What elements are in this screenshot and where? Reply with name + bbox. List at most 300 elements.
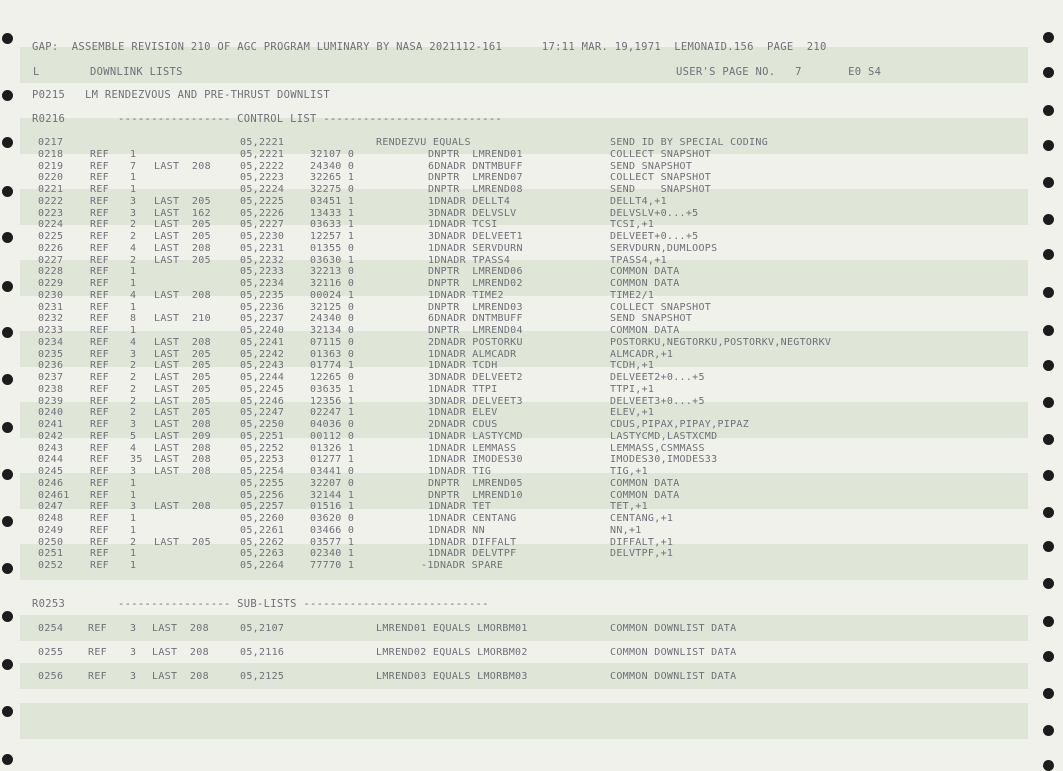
cell-g: DNPTR LMREND06	[428, 266, 523, 278]
cell-f: 03441 0	[310, 466, 355, 477]
feed-hole	[1043, 397, 1054, 408]
cell-d: LAST 162	[154, 207, 211, 219]
cell-h: TET,+1	[610, 501, 648, 513]
cell-f: 77770 1	[310, 560, 355, 571]
cell-d: LAST 208	[154, 442, 211, 454]
cell-f: 12265 0	[310, 372, 355, 383]
cell-c: 3	[130, 207, 137, 219]
cell-g: 3DNADR DELVEET2	[428, 372, 523, 383]
feed-hole	[2, 232, 13, 243]
cell-e: 05,2234	[240, 278, 285, 289]
cell-h: ELEV,+1	[610, 407, 655, 419]
cell-c: 2	[130, 372, 137, 383]
cell-g: 1DNADR IMODES30	[428, 454, 523, 466]
feed-hole	[2, 754, 13, 765]
cell-c: 1	[130, 548, 137, 560]
cell-f: 01516 1	[310, 501, 355, 513]
cell-b: REF	[90, 536, 109, 548]
cell-b: REF	[90, 419, 109, 430]
feed-hole	[1043, 105, 1054, 116]
cell-c: 2	[130, 395, 137, 407]
cell-b: REF	[90, 407, 109, 419]
cell-f: 03633 1	[310, 219, 355, 231]
cell-h: COMMON DATA	[610, 266, 680, 278]
cell-c: 3	[130, 466, 137, 477]
paper-band	[20, 703, 1028, 739]
cell-h: COMMON DOWNLIST DATA	[610, 623, 737, 634]
cell-g: 1DNADR SERVDURN	[428, 242, 523, 254]
cell-a: 0240	[38, 407, 64, 419]
cell-h: SEND ID BY SPECIAL CODING	[610, 137, 769, 148]
cell-h: NN,+1	[610, 524, 642, 536]
cell-g: DNPTR LMREND10	[428, 489, 523, 501]
cell-c: 35	[130, 454, 143, 466]
cell-b: REF	[90, 442, 109, 454]
cell-d: LAST 208	[152, 671, 209, 682]
cell-h: SEND SNAPSHOT	[610, 160, 693, 172]
cell-e: 05,2245	[240, 383, 285, 395]
cell-e: 05,2254	[240, 466, 285, 477]
cell-b: REF	[90, 278, 109, 289]
cell-a: 0254	[38, 623, 64, 634]
cell-f: 32116 0	[310, 278, 355, 289]
cell-h: SEND SNAPSHOT	[610, 313, 693, 325]
feed-hole	[2, 563, 13, 574]
cell-c: 1	[130, 477, 137, 489]
p0215-line: P0215 LM RENDEZVOUS AND PRE-THRUST DOWNLIST	[32, 89, 330, 101]
cell-h: COLLECT SNAPSHOT	[610, 172, 712, 184]
feed-hole	[1043, 214, 1054, 225]
cell-d: LAST 208	[154, 242, 211, 254]
cell-b: REF	[90, 430, 109, 442]
cell-h: COMMON DATA	[610, 477, 680, 489]
cell-h: CDUS,PIPAX,PIPAY,PIPAZ	[610, 419, 750, 430]
cell-h: COMMON DATA	[610, 325, 680, 336]
cell-a: 0227	[38, 254, 64, 266]
cell-g: 1DNADR ALMCADR	[428, 348, 517, 360]
feed-hole	[1043, 541, 1054, 552]
cell-c: 4	[130, 242, 137, 254]
cell-b: REF	[90, 172, 109, 184]
cell-h: SEND SNAPSHOT	[610, 184, 712, 195]
cell-d: LAST 208	[154, 466, 211, 477]
cell-b: REF	[90, 231, 109, 242]
cell-b: REF	[90, 219, 109, 231]
cell-f: 03635 1	[310, 383, 355, 395]
cell-a: 0252	[38, 560, 64, 571]
cell-a: 0246	[38, 477, 64, 489]
cell-e: 05,2125	[240, 671, 285, 682]
cell-b: REF	[90, 383, 109, 395]
feed-hole	[1043, 470, 1054, 481]
cell-a: 0224	[38, 219, 64, 231]
cell-d: LAST 205	[154, 407, 211, 419]
cell-g: 1DNADR TIME2	[428, 289, 504, 301]
cell-c: 4	[130, 289, 137, 301]
cell-g: 1DNADR TIG	[428, 466, 492, 477]
cell-c: 8	[130, 313, 137, 325]
cell-e: 05,2255	[240, 477, 285, 489]
cell-b: REF	[90, 360, 109, 372]
cell-a: 0217	[38, 137, 64, 148]
feed-hole	[1043, 67, 1054, 78]
cell-e: 05,2256	[240, 489, 285, 501]
cell-g: DNPTR LMREND03	[428, 301, 523, 313]
cell-b: REF	[90, 336, 109, 348]
cell-h: CENTANG,+1	[610, 513, 674, 524]
feed-hole	[1043, 140, 1054, 151]
cell-h: POSTORKU,NEGTORKU,POSTORKV,NEGTORKV	[610, 336, 832, 348]
feed-hole	[1043, 434, 1054, 445]
cell-e: 05,2253	[240, 454, 285, 466]
cell-e: 05,2247	[240, 407, 285, 419]
cell-e: 05,2226	[240, 207, 285, 219]
cell-g: 6DNADR DNTMBUFF	[428, 160, 523, 172]
cell-f: 12257 1	[310, 231, 355, 242]
cell-e: 05,2251	[240, 430, 285, 442]
cell-c: 3	[130, 623, 137, 634]
cell-a: 0245	[38, 466, 64, 477]
cell-a: 0243	[38, 442, 64, 454]
cell-h: TIME2/1	[610, 289, 655, 301]
feed-hole	[1043, 325, 1054, 336]
cell-c: 4	[130, 336, 137, 348]
cell-d: LAST 210	[154, 313, 211, 325]
cell-b: REF	[90, 524, 109, 536]
feed-hole	[1043, 688, 1054, 699]
cell-b: REF	[90, 513, 109, 524]
cell-e: 05,2233	[240, 266, 285, 278]
cell-a: 0231	[38, 301, 64, 313]
cell-f: 02340 1	[310, 548, 355, 560]
cell-g: LMREND03 EQUALS LMORBM03	[376, 671, 528, 682]
cell-a: 0228	[38, 266, 64, 278]
cell-e: 05,2252	[240, 442, 285, 454]
cell-g: DNPTR LMREND05	[428, 477, 523, 489]
cell-f: 04036 0	[310, 419, 355, 430]
cell-h: COLLECT SNAPSHOT	[610, 148, 712, 160]
cell-a: 0244	[38, 454, 64, 466]
cell-c: 3	[130, 348, 137, 360]
cell-c: 1	[130, 489, 137, 501]
cell-g: 1DNADR TET	[428, 501, 492, 513]
paper-band	[20, 544, 1028, 580]
cell-h: COMMON DOWNLIST DATA	[610, 671, 737, 682]
cell-g: 3DNADR DELVSLV	[428, 207, 517, 219]
cell-b: REF	[88, 623, 107, 634]
cell-b: REF	[90, 289, 109, 301]
cell-e: 05,2227	[240, 219, 285, 231]
cell-b: REF	[90, 242, 109, 254]
cell-g: 1DNADR CENTANG	[428, 513, 517, 524]
cell-e: 05,2107	[240, 623, 285, 634]
feed-hole	[2, 422, 13, 433]
cell-e: 05,2222	[240, 160, 285, 172]
cell-f: 07115 0	[310, 336, 355, 348]
cell-c: 1	[130, 184, 137, 195]
r0253-label: R0253	[32, 598, 66, 610]
cell-h: COMMON DATA	[610, 278, 680, 289]
cell-b: REF	[90, 266, 109, 278]
cell-c: 2	[130, 219, 137, 231]
cell-a: 0249	[38, 524, 64, 536]
cell-f: 03620 0	[310, 513, 355, 524]
cell-h: TCSI,+1	[610, 219, 655, 231]
cell-h: TTPI,+1	[610, 383, 655, 395]
cell-d: LAST 208	[154, 501, 211, 513]
cell-g: 3DNADR DELVEET1	[428, 231, 523, 242]
cell-a: 0230	[38, 289, 64, 301]
cell-b: REF	[90, 195, 109, 207]
cell-g: 1DNADR NN	[428, 524, 485, 536]
cell-e: 05,2243	[240, 360, 285, 372]
cell-g: DNPTR LMREND01	[428, 148, 523, 160]
cell-e: 05,2221	[240, 137, 285, 148]
feed-hole	[1043, 578, 1054, 589]
cell-h: LASTYCMD,LASTXCMD	[610, 430, 718, 442]
cell-f: 03577 1	[310, 536, 355, 548]
cell-c: 1	[130, 560, 137, 571]
cell-d: LAST 205	[154, 219, 211, 231]
cell-b: REF	[88, 647, 107, 658]
cell-c: 1	[130, 301, 137, 313]
cell-h: LEMMASS,CSMMASS	[610, 442, 705, 454]
cell-b: REF	[88, 671, 107, 682]
cell-g: 1DNADR TTPI	[428, 383, 498, 395]
cell-g: 6DNADR DNTMBUFF	[428, 313, 523, 325]
cell-d: LAST 208	[152, 623, 209, 634]
cell-g: RENDEZVU EQUALS	[376, 137, 471, 148]
cell-a: 0218	[38, 148, 64, 160]
cell-b: REF	[90, 372, 109, 383]
cell-g: -1DNADR SPARE	[421, 560, 504, 571]
cell-d: LAST 205	[154, 372, 211, 383]
cell-g: 3DNADR DELVEET3	[428, 395, 523, 407]
r0216-label: R0216	[32, 113, 66, 125]
cell-e: 05,2250	[240, 419, 285, 430]
cell-a: 0232	[38, 313, 64, 325]
cell-b: REF	[90, 548, 109, 560]
cell-f: 01277 1	[310, 454, 355, 466]
cell-a: 0256	[38, 671, 64, 682]
cell-e: 05,2263	[240, 548, 285, 560]
cell-c: 2	[130, 407, 137, 419]
cell-e: 05,2257	[240, 501, 285, 513]
cell-g: 1DNADR LASTYCMD	[428, 430, 523, 442]
feed-hole	[2, 469, 13, 480]
cell-c: 3	[130, 647, 137, 658]
cell-a: 0255	[38, 647, 64, 658]
feed-hole	[2, 516, 13, 527]
cell-e: 05,2261	[240, 524, 285, 536]
cell-g: 1DNADR TCDH	[428, 360, 498, 372]
cell-a: 0222	[38, 195, 64, 207]
cell-e: 05,2225	[240, 195, 285, 207]
cell-b: REF	[90, 348, 109, 360]
cell-c: 5	[130, 430, 137, 442]
cell-c: 1	[130, 172, 137, 184]
cell-d: LAST 205	[154, 231, 211, 242]
cell-d: LAST 205	[154, 195, 211, 207]
cell-b: REF	[90, 301, 109, 313]
cell-h: IMODES30,IMODES33	[610, 454, 718, 466]
cell-f: 32107 0	[310, 148, 355, 160]
cell-d: LAST 208	[152, 647, 209, 658]
cell-b: REF	[90, 207, 109, 219]
cell-h: TPASS4,+1	[610, 254, 667, 266]
cell-b: REF	[90, 560, 109, 571]
cell-e: 05,2235	[240, 289, 285, 301]
cell-c: 2	[130, 536, 137, 548]
cell-f: 01326 1	[310, 442, 355, 454]
cell-b: REF	[90, 501, 109, 513]
cell-f: 03630 1	[310, 254, 355, 266]
cell-a: 0233	[38, 325, 64, 336]
cell-c: 2	[130, 254, 137, 266]
cell-a: 0234	[38, 336, 64, 348]
cell-a: 0223	[38, 207, 64, 219]
cell-a: 0250	[38, 536, 64, 548]
cell-c: 1	[130, 325, 137, 336]
feed-hole	[1043, 507, 1054, 518]
cell-a: 0235	[38, 348, 64, 360]
cell-d: LAST 208	[154, 160, 211, 172]
cell-c: 1	[130, 513, 137, 524]
cell-e: 05,2231	[240, 242, 285, 254]
cell-g: DNPTR LMREND02	[428, 278, 523, 289]
cell-h: DELVEET2+0...+5	[610, 372, 705, 383]
cell-b: REF	[90, 477, 109, 489]
cell-b: REF	[90, 148, 109, 160]
cell-g: 1DNADR TCSI	[428, 219, 498, 231]
cell-f: 32275 0	[310, 184, 355, 195]
cell-e: 05,2264	[240, 560, 285, 571]
downlink-title: DOWNLINK LISTS	[90, 66, 183, 78]
cell-d: LAST 208	[154, 289, 211, 301]
cell-a: 0220	[38, 172, 64, 184]
feed-hole	[1043, 32, 1054, 43]
cell-b: REF	[90, 184, 109, 195]
cell-g: 1DNADR ELEV	[428, 407, 498, 419]
cell-a: 0238	[38, 383, 64, 395]
cell-h: COMMON DOWNLIST DATA	[610, 647, 737, 658]
cell-c: 2	[130, 231, 137, 242]
cell-c: 1	[130, 278, 137, 289]
cell-f: 24340 0	[310, 160, 355, 172]
listing-header: GAP: ASSEMBLE REVISION 210 OF AGC PROGRAM LUMINARY BY NASA 2021112-161 17:11 MAR. 19,1971 LEMONAID.156 PAGE 210	[32, 41, 827, 53]
cell-f: 32125 0	[310, 301, 355, 313]
cell-c: 1	[130, 524, 137, 536]
cell-d: LAST 205	[154, 536, 211, 548]
feed-hole	[1043, 360, 1054, 371]
cell-h: TCDH,+1	[610, 360, 655, 372]
cell-h: DELVTPF,+1	[610, 548, 674, 560]
cell-f: 32265 1	[310, 172, 355, 184]
cell-b: REF	[90, 466, 109, 477]
cell-a: 0229	[38, 278, 64, 289]
cell-a: 0239	[38, 395, 64, 407]
feed-hole	[2, 706, 13, 717]
cell-g: 1DNADR DELLT4	[428, 195, 511, 207]
cell-e: 05,2246	[240, 395, 285, 407]
cell-g: 1DNADR LEMMASS	[428, 442, 517, 454]
cell-e: 05,2221	[240, 148, 285, 160]
cell-h: TIG,+1	[610, 466, 648, 477]
cell-c: 3	[130, 501, 137, 513]
cell-d: LAST 205	[154, 254, 211, 266]
cell-a: 0247	[38, 501, 64, 513]
feed-hole	[1043, 177, 1054, 188]
cell-d: LAST 208	[154, 336, 211, 348]
control-list-title: ----------------- CONTROL LIST ---------------------------	[118, 113, 503, 125]
cell-f: 32144 1	[310, 489, 355, 501]
cell-e: 05,2262	[240, 536, 285, 548]
cell-c: 3	[130, 671, 137, 682]
cell-b: REF	[90, 325, 109, 336]
cell-g: LMREND01 EQUALS LMORBM01	[376, 623, 528, 634]
cell-f: 00024 1	[310, 289, 355, 301]
cell-a: 02461	[38, 489, 70, 501]
cell-b: REF	[90, 160, 109, 172]
cell-e: 05,2242	[240, 348, 285, 360]
cell-g: 2DNADR CDUS	[428, 419, 498, 430]
cell-e: 05,2237	[240, 313, 285, 325]
cell-g: DNPTR LMREND07	[428, 172, 523, 184]
cell-a: 0219	[38, 160, 64, 172]
cell-d: LAST 208	[154, 419, 211, 430]
cell-h: DELVSLV+0...+5	[610, 207, 699, 219]
cell-d: LAST 205	[154, 348, 211, 360]
feed-hole	[2, 90, 13, 101]
cell-b: REF	[90, 454, 109, 466]
cell-f: 00112 0	[310, 430, 355, 442]
cell-d: LAST 205	[154, 360, 211, 372]
cell-b: REF	[90, 313, 109, 325]
feed-hole	[2, 659, 13, 670]
cell-f: 01774 1	[310, 360, 355, 372]
cell-g: 1DNADR TPASS4	[428, 254, 511, 266]
cell-c: 2	[130, 383, 137, 395]
feed-hole	[2, 327, 13, 338]
cell-a: 0241	[38, 419, 64, 430]
cell-c: 3	[130, 195, 137, 207]
cell-e: 05,2224	[240, 184, 285, 195]
cell-c: 3	[130, 419, 137, 430]
cell-f: 03451 1	[310, 195, 355, 207]
cell-f: 12356 1	[310, 395, 355, 407]
cell-h: SERVDURN,DUMLOOPS	[610, 242, 718, 254]
cell-h: COMMON DATA	[610, 489, 680, 501]
l-label: L	[33, 66, 40, 78]
cell-e: 05,2116	[240, 647, 285, 658]
cell-d: LAST 209	[154, 430, 211, 442]
feed-hole	[1043, 287, 1054, 298]
cell-a: 0221	[38, 184, 64, 195]
cell-e: 05,2230	[240, 231, 285, 242]
cell-c: 4	[130, 442, 137, 454]
cell-f: 01363 0	[310, 348, 355, 360]
cell-a: 0225	[38, 231, 64, 242]
cell-f: 02247 1	[310, 407, 355, 419]
sublists-title: ----------------- SUB-LISTS ----------------------------	[118, 598, 489, 610]
cell-h: DELVEET+0...+5	[610, 231, 699, 242]
feed-hole	[2, 611, 13, 622]
cell-b: REF	[90, 254, 109, 266]
cell-h: COLLECT SNAPSHOT	[610, 301, 712, 313]
cell-d: LAST 205	[154, 383, 211, 395]
cell-g: LMREND02 EQUALS LMORBM02	[376, 647, 528, 658]
cell-a: 0248	[38, 513, 64, 524]
